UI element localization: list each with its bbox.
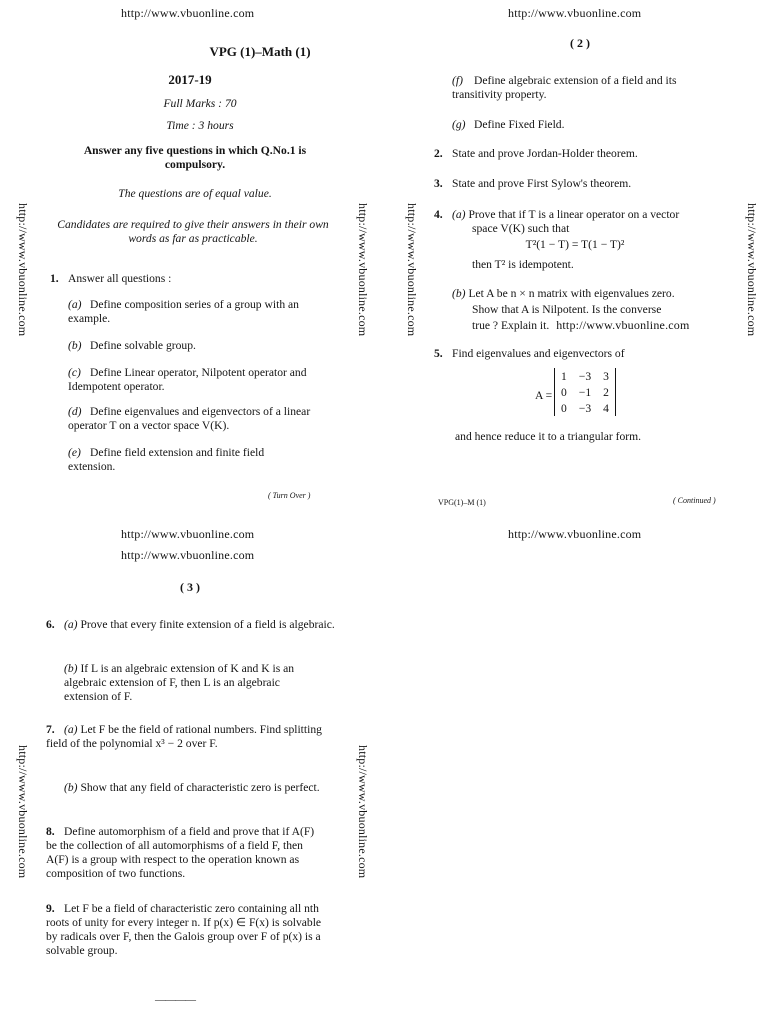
part-label: (c) [68,366,81,379]
matrix-cell: 0 [561,401,567,415]
side-url: http://www.vbuonline.com [16,203,30,337]
matrix-cell: −3 [578,401,592,415]
matrix-cell: 0 [561,385,567,399]
question-number: 9. [46,902,55,915]
part-label: (a) [68,298,82,311]
header-url: http://www.vbuonline.com [121,548,255,562]
paper-code: VPG (1)–Math (1) [209,44,311,59]
question-1b [68,339,314,353]
turn-over-note: ( Turn Over ) [268,491,311,500]
matrix-cell: −3 [578,369,592,383]
instruction-own-words: Candidates are required to give their answers in their own words as far as practicable. [57,218,329,245]
inline-url: http://www.vbuonline.com [556,318,690,332]
page-number: ( 2 ) [570,36,590,50]
question-4b-last-line [472,318,690,333]
header-url: http://www.vbuonline.com [508,6,642,20]
part-label: (a) [64,618,78,631]
time-allowed: Time : 3 hours [166,119,234,132]
part-text: Define eigenvalues and eigenvectors of a linear operator T on a vector space V(K). [68,405,311,432]
instruction-equal-value: The questions are of equal value. [118,187,272,200]
header-url: http://www.vbuonline.com [121,6,255,20]
question-number: 2. [434,147,443,160]
continued-note: ( Continued ) [673,496,716,505]
question-1g [452,118,722,132]
part-label: (a) [452,208,466,221]
part-label: (e) [68,446,81,459]
question-text: Let F be a field of characteristic zero containing all nth roots of unity for every integer n. If p(x) ∈ F(x) is solvable by radicals over F, then the Galois group over F of p(x) is a solvable group. [46,902,322,957]
question-1f [452,74,722,102]
part-text: Define algebraic extension of a field and its transitivity property. [452,74,677,101]
part-text-line: Show that A is Nilpotent. Is the converse [472,303,662,316]
part-label: (d) [68,405,82,418]
part-label: (b) [452,287,466,300]
part-label: (a) [64,723,78,736]
question-7b [64,781,326,795]
matrix-cell: −1 [578,385,592,399]
question-number: 1. [50,272,59,285]
part-text: Define composition series of a group with an example. [68,298,299,325]
matrix-cell: 4 [603,401,609,415]
part-label: (f) [452,74,463,87]
part-text-line: then T² is idempotent. [472,258,574,271]
part-text: Define Fixed Field. [474,118,565,131]
question-1 [50,272,330,286]
part-text: Define field extension and finite field extension. [68,446,265,473]
matrix-A [554,368,616,416]
part-text: If L is an algebraic extension of K and K is an algebraic extension of F, then L is an algebraic extension of F. [64,662,295,703]
part-label: (g) [452,118,466,131]
end-rule: ———— [155,994,195,1006]
question-9 [46,902,326,958]
question-1c [68,366,314,394]
question-text: State and prove Jordan-Holder theorem. [452,147,638,160]
matrix-cell: 2 [603,385,609,399]
footer-code: VPG(1)–M (1) [438,498,486,507]
question-text: Answer all questions : [68,272,172,285]
part-text-line: Prove that if T is a linear operator on a vector [468,208,680,221]
part-text-line: Let A be n × n matrix with eigenvalues zero. [468,287,675,300]
question-number: 4. [434,208,443,221]
question-text: Define automorphism of a field and prove that if A(F) be the collection of all automorphisms of a field F, then A(F) is a group with respect to the operation known as composition of two functions. [46,825,315,880]
question-4b [452,287,722,301]
side-url: http://www.vbuonline.com [356,203,370,337]
side-url: http://www.vbuonline.com [745,203,759,337]
question-number: 5. [434,347,443,360]
part-label: (b) [64,662,78,675]
question-1a [68,298,314,326]
question-4a [434,208,734,222]
question-6a [46,618,336,632]
question-1e [68,446,314,474]
question-number: 7. [46,723,55,736]
question-number: 3. [434,177,443,190]
part-text-line: space V(K) such that [472,222,570,235]
part-label: (b) [68,339,82,352]
part-text: Let F be the field of rational numbers. Find splitting field of the polynomial x³ − 2 over F. [46,723,322,750]
question-7a [46,723,336,751]
question-text: Find eigenvalues and eigenvectors of [452,347,625,360]
session-year: 2017-19 [168,72,212,87]
side-url: http://www.vbuonline.com [405,203,419,337]
equation: T²(1 − T) = T(1 − T)² [525,238,625,251]
page-number: ( 3 ) [180,580,200,594]
question-5-end: and hence reduce it to a triangular form. [455,430,642,443]
question-2 [434,147,734,161]
matrix-cell: 3 [603,369,609,383]
part-text: Show that any field of characteristic zero is perfect. [80,781,320,794]
full-marks: Full Marks : 70 [163,97,237,110]
part-label: (b) [64,781,78,794]
side-url: http://www.vbuonline.com [356,745,370,879]
question-1d [68,405,314,433]
instruction-compulsory: Answer any five questions in which Q.No.1 is compulsory. [83,144,307,171]
part-text: Define solvable group. [90,339,196,352]
question-3 [434,177,734,191]
question-number: 6. [46,618,55,631]
question-8 [46,825,326,881]
header-url: http://www.vbuonline.com [121,527,255,541]
header-url: http://www.vbuonline.com [508,527,642,541]
part-text: Define Linear operator, Nilpotent operator and Idempotent operator. [68,366,307,393]
matrix-cell: 1 [561,369,567,383]
question-6b [64,662,326,704]
question-number: 8. [46,825,55,838]
matrix-label: A = [535,389,553,402]
question-5 [434,347,734,361]
part-text-line: true ? Explain it. [472,319,550,332]
question-text: State and prove First Sylow's theorem. [452,177,632,190]
part-text: Prove that every finite extension of a field is algebraic. [80,618,335,631]
side-url: http://www.vbuonline.com [16,745,30,879]
